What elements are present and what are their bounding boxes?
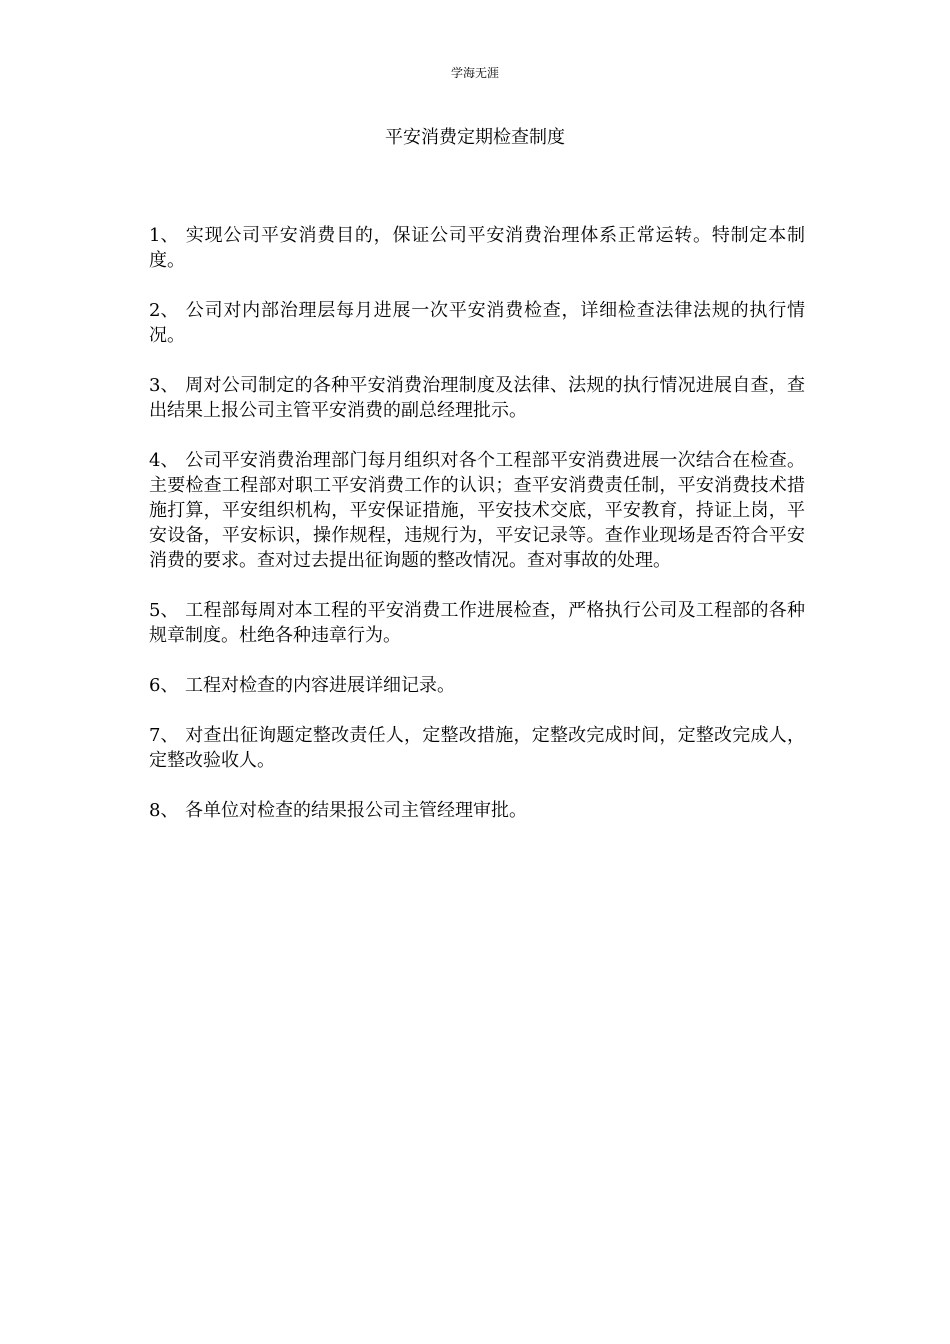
regulation-item-3 [149,373,805,423]
page-title: 平安消费定期检查制度 [385,127,565,148]
regulation-item-4 [149,448,805,573]
item-number: 4、 [149,450,179,471]
item-text: 对查出征询题定整改责任人，定整改措施，定整改完成时间，定整改完成人，定整改验收人。 [149,725,805,771]
item-text: 工程对检查的内容进展详细记录。 [185,675,455,696]
item-number: 6、 [149,675,179,696]
item-text: 公司对内部治理层每月进展一次平安消费检查，详细检查法律法规的执行情况。 [149,300,805,346]
item-number: 3、 [149,375,179,396]
regulation-item-2 [149,298,805,348]
item-number: 1、 [149,225,179,246]
regulation-list [149,223,805,848]
item-number: 2、 [149,300,179,321]
item-number: 8、 [149,800,179,821]
item-text: 实现公司平安消费目的，保证公司平安消费治理体系正常运转。特制定本制度。 [149,225,805,271]
regulation-item-8 [149,798,805,823]
regulation-item-1 [149,223,805,273]
item-text: 周对公司制定的各种平安消费治理制度及法律、法规的执行情况进展自查，查出结果上报公司主管平安消费的副总经理批示。 [149,375,805,421]
item-text: 公司平安消费治理部门每月组织对各个工程部平安消费进展一次结合在检查。主要检查工程部对职工平安消费工作的认识；查平安消费责任制，平安消费技术措施打算，平安组织机构，平安保证措施，平安技术交底，平安教育，持证上岗，平安设备，平安标识，操作规程，违规行为，平安记录等。查作业现场是否符合平安消费的要求。查对过去提出征询题的整改情况。查对事故的处理。 [149,450,805,571]
regulation-item-5 [149,598,805,648]
regulation-item-7 [149,723,805,773]
item-number: 7、 [149,725,179,746]
item-text: 工程部每周对本工程的平安消费工作进展检查，严格执行公司及工程部的各种规章制度。杜绝各种违章行为。 [149,600,805,646]
regulation-item-6 [149,673,805,698]
item-text: 各单位对检查的结果报公司主管经理审批。 [185,800,527,821]
page-header: 学海无涯 [450,66,499,80]
item-number: 5、 [149,600,179,621]
